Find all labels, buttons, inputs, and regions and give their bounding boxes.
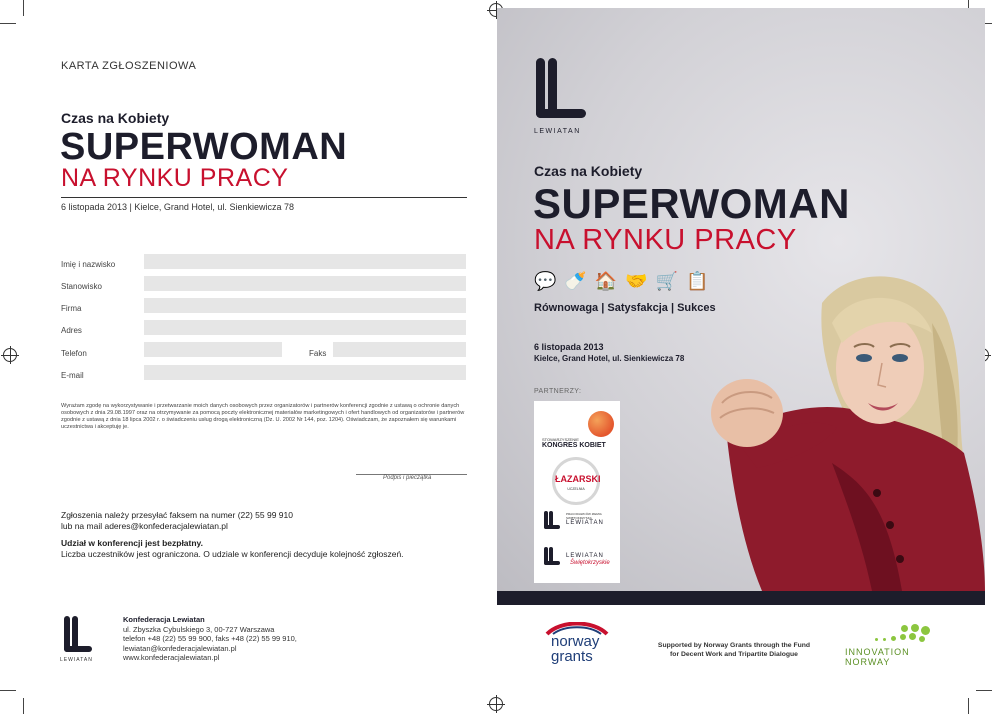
consent-text: Wyrażam zgodę na wykorzystywanie i przetwarzanie moich danych osobowych przez organizatorów i partnerów konferencji zgodnie z ustawą o ochronie danych osobowych z dnia 29.08.1997 oraz na otrzymywanie za pomocą poczty elektronicznej materiałów marketingowych i ofert handlowych od organizatorów i partnerów zgodnie z ustawą z dnia 18 lipca 2002 r. o świadczeniu usług drogą elektroniczną (Dz. U. 2002 Nr 144, poz. 1204). Oświadczam, że zapoznałem się warunkami uczestnictwa i akceptuję je. [61, 403, 465, 430]
signature-label: Podpis i pieczątka [383, 475, 432, 481]
fax-instructions: Zgłoszenia należy przesyłać faksem na numer (22) 55 99 910 [61, 510, 293, 520]
house-icon: 🏠 [594, 271, 618, 291]
partners-panel: STOWARZYSZENIE KONGRES KOBIET ŁAZARSKI UCZELNIA PRACODAWCÓW ZIEMIA SWIĘTOKRZYSKA LEWIATAN LEWIATAN Świętokrzyskie [534, 401, 620, 583]
name-field[interactable] [144, 254, 466, 269]
event-title: SUPERWOMAN [60, 126, 348, 168]
innovation-norway-logo: INNOVATION NORWAY [845, 624, 945, 669]
cover-bottom-band [497, 591, 985, 605]
position-label: Stanowisko [61, 282, 102, 291]
cover-subtitle: Czas na Kobiety [534, 163, 643, 179]
phone-field[interactable] [144, 342, 282, 357]
cover-panel [497, 8, 985, 591]
event-title-red: NA RYNKU PRACY [61, 164, 289, 192]
handshake-icon: 🤝 [625, 271, 648, 291]
org-email[interactable]: lewiatan@konfederacjalewiatan.pl [123, 643, 237, 653]
theme-icons [534, 270, 709, 292]
fax-field[interactable] [333, 342, 466, 357]
cover-title-red: NA RYNKU PRACY [534, 224, 797, 256]
cover-page [497, 0, 987, 714]
bottle-icon: 🍼 [564, 271, 587, 291]
event-subtitle: Czas na Kobiety [61, 110, 170, 126]
org-address: ul. Zbyszka Cybulskiego 3, 00-727 Warszawa [123, 624, 275, 634]
document-icon: 📋 [686, 271, 709, 291]
email-instructions: lub na mail aderes@konfederacjalewiatan.pl [61, 521, 228, 531]
org-name: Konfederacja Lewiatan [123, 615, 205, 624]
lazarski-logo: ŁAZARSKI UCZELNIA [552, 457, 600, 505]
stroller-icon: 🛒 [655, 271, 679, 291]
email-label: E-mail [61, 371, 84, 380]
company-label: Firma [61, 304, 82, 313]
funding-statement: Supported by Norway Grants through the Fund for Decent Work and Tripartite Dialogue [657, 642, 811, 658]
lewiatan-logo [60, 616, 96, 664]
cover-title: SUPERWOMAN [533, 180, 850, 227]
fax-label: Faks [309, 349, 327, 358]
email-field[interactable] [144, 365, 466, 380]
footer-contact [123, 615, 297, 663]
org-website[interactable]: www.konfederacjalewiatan.pl [123, 653, 220, 663]
form-title: KARTA ZGŁOSZENIOWA [61, 60, 197, 72]
free-participation-note: Udział w konferencji jest bezpłatny. [61, 538, 204, 548]
speech-bubbles-icon: 💬 [534, 271, 557, 291]
phone-label: Telefon [61, 349, 87, 358]
cover-venue: Kielce, Grand Hotel, ul. Sienkiewicza 78 [534, 354, 685, 363]
superwoman-photo [702, 263, 985, 591]
event-date-line: 6 listopada 2013 | Kielce, Grand Hotel, ul. Sienkiewicza 78 [61, 202, 294, 212]
divider [61, 197, 467, 198]
position-field[interactable] [144, 276, 466, 291]
address-field[interactable] [144, 320, 466, 335]
address-label: Adres [61, 326, 82, 335]
tagline: Równowaga | Satysfakcja | Sukces [534, 302, 716, 314]
limited-seats-note: Liczba uczestników jest ograniczona. O udziale w konferencji decyduje kolejność zgłoszeń. [61, 549, 404, 559]
org-phone: telefon +48 (22) 55 99 900, faks +48 (22) 55 99 910, [123, 634, 297, 644]
norway-grants-logo: norway grants [545, 620, 615, 668]
logo-text: LEWIATAN [534, 128, 581, 135]
lewiatan-logo-large [534, 58, 588, 140]
logo-text: LEWIATAN [60, 657, 93, 663]
company-field[interactable] [144, 298, 466, 313]
cover-date: 6 listopada 2013 [534, 342, 604, 352]
partners-label: PARTNERZY: [534, 388, 582, 395]
name-label: Imię i nazwisko [61, 260, 116, 269]
